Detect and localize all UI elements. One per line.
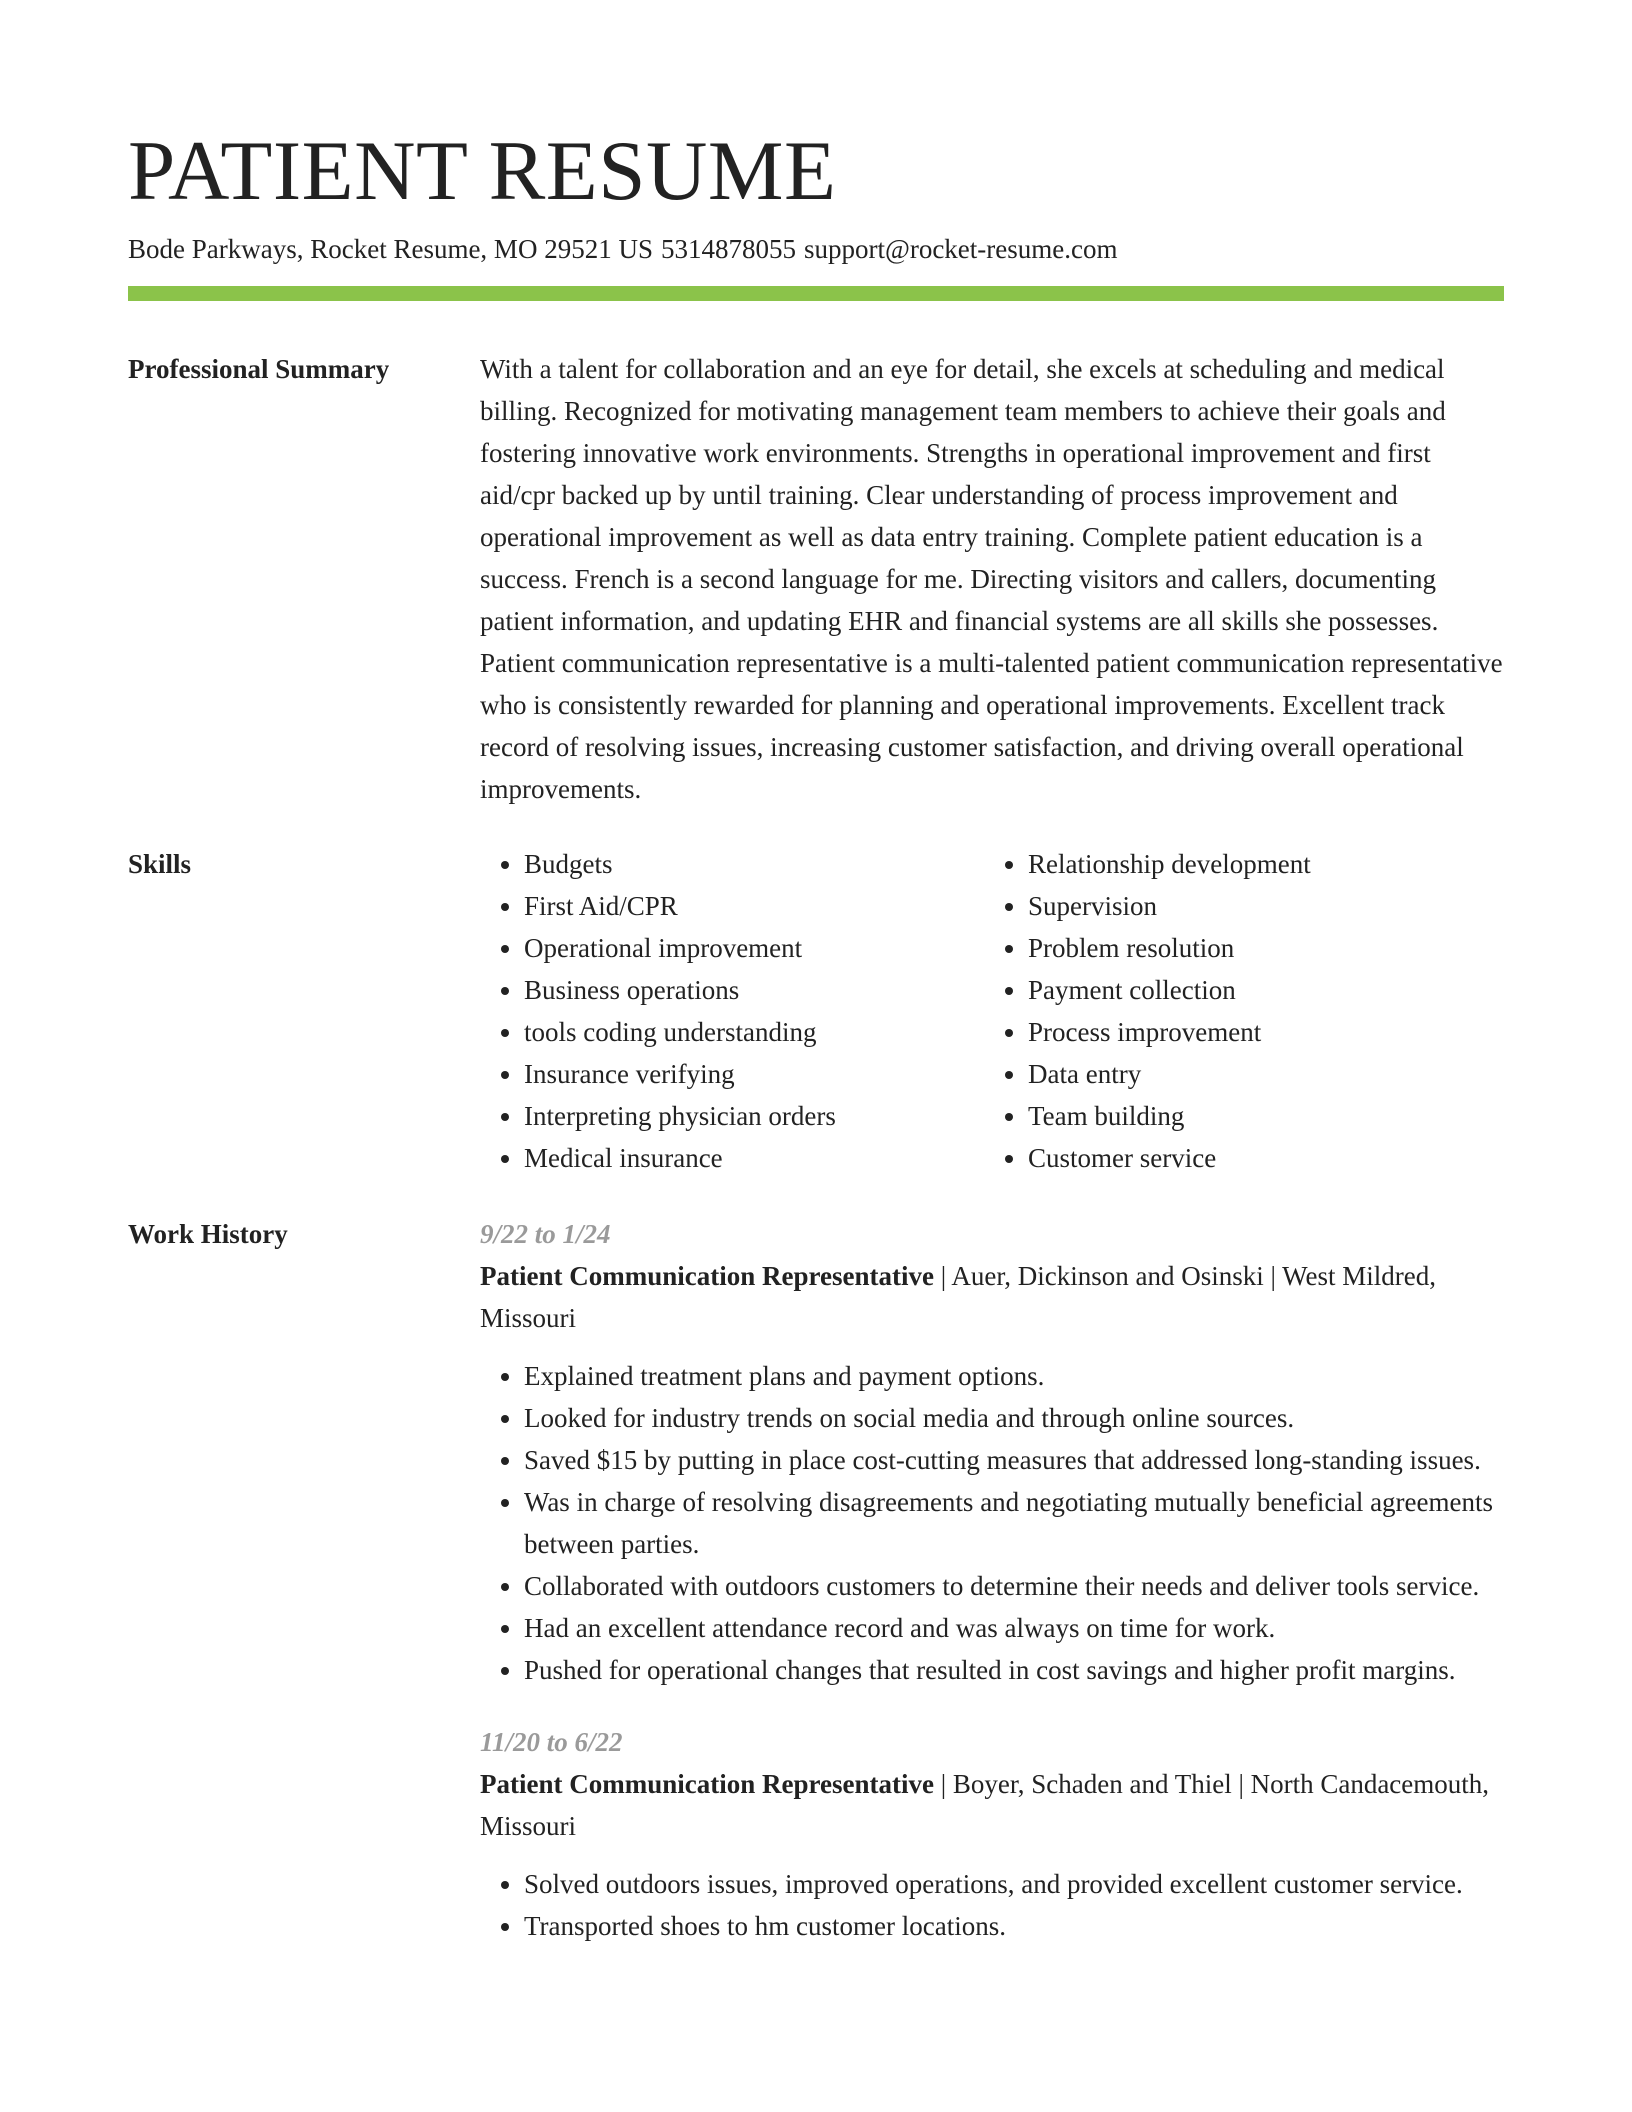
summary-text: With a talent for collaboration and an eye for detail, she excels at scheduling and medical billing. Recognized for motivating management team members to achieve their goals and fostering innovative work environments. Strengths in operational improvement and first aid/cpr backed up by until training. Clear understanding of process improvement and operational improvement as well as data entry training. Complete patient education is a success. French is a second language for me. Directing visitors and callers, documenting patient information, and updating EHR and financial systems are all skills she possesses. Patient communication representative is a multi-talented patient communication representative who is consistently rewarded for planning and operational improvements. Excellent track record of resolving issues, increasing customer satisfaction, and driving overall operational improvements. [480,354,1503,804]
job-title: Patient Communication Representative [480,1769,934,1799]
job-bullet: • Looked for industry trends on social media and through online sources. [524,1397,1504,1439]
job-bullet: • Pushed for operational changes that resulted in cost savings and higher profit margins. [524,1649,1504,1691]
skill-item: • Customer service [1028,1137,1488,1179]
job-details: | Boyer, Schaden and Thiel | North Candacemouth, Missouri [480,1769,1490,1841]
skill-item: • Team building [1028,1095,1488,1137]
job-bullet: • Had an excellent attendance record and was always on time for work. [524,1607,1504,1649]
skills-list-left [480,843,984,1179]
skill-item: • First Aid/CPR [524,885,984,927]
skills-body [480,843,1504,1179]
skill-item: • Data entry [1028,1053,1488,1095]
skill-item: • tools coding understanding [524,1011,984,1053]
skill-item: • Operational improvement [524,927,984,969]
job-title: Patient Communication Representative [480,1261,934,1291]
job-heading [480,1255,1504,1339]
contact-address: Bode Parkways, Rocket Resume, MO 29521 US [128,234,653,264]
skill-item: • Interpreting physician orders [524,1095,984,1137]
job-bullet: • Solved outdoors issues, improved operations, and provided excellent customer service. [524,1863,1504,1905]
job-dates: 9/22 to 1/24 [480,1219,611,1249]
job-bullet: • Transported shoes to hm customer locations. [524,1905,1504,1947]
skill-item: • Relationship development [1028,843,1488,885]
job-entry [480,1721,1504,1947]
section-title-work-history: Work History [128,1219,288,1249]
job-bullet: • Collaborated with outdoors customers to determine their needs and deliver tools service. [524,1565,1504,1607]
summary-body [480,348,1504,810]
contact-line [128,230,1126,268]
skill-item: • Business operations [524,969,984,1011]
skill-item: • Payment collection [1028,969,1488,1011]
header-divider [128,286,1504,301]
resume-name: PATIENT RESUME [128,124,837,218]
contact-email: support@rocket-resume.com [803,234,1118,264]
job-entry [480,1213,1504,1691]
job-bullets [480,1355,1504,1691]
skill-item: • Insurance verifying [524,1053,984,1095]
job-bullet: • Saved $15 by putting in place cost-cutting measures that addressed long-standing issues. [524,1439,1504,1481]
section-title-skills: Skills [128,849,192,879]
contact-phone: 5314878055 [660,234,796,264]
job-heading [480,1763,1504,1847]
job-details: | Auer, Dickinson and Osinski | West Mildred, Missouri [480,1261,1436,1333]
skills-list-right [984,843,1488,1179]
job-dates: 11/20 to 6/22 [480,1727,623,1757]
skill-item: • Process improvement [1028,1011,1488,1053]
skill-item: • Problem resolution [1028,927,1488,969]
skill-item: • Medical insurance [524,1137,984,1179]
skills-columns [480,843,1504,1179]
skill-item: • Supervision [1028,885,1488,927]
skill-item: • Budgets [524,843,984,885]
job-bullet: • Explained treatment plans and payment options. [524,1355,1504,1397]
job-bullets [480,1863,1504,1947]
work-history-body [480,1213,1504,1977]
job-bullet: • Was in charge of resolving disagreements and negotiating mutually beneficial agreements between parties. [524,1481,1504,1565]
section-title-summary: Professional Summary [128,354,390,384]
